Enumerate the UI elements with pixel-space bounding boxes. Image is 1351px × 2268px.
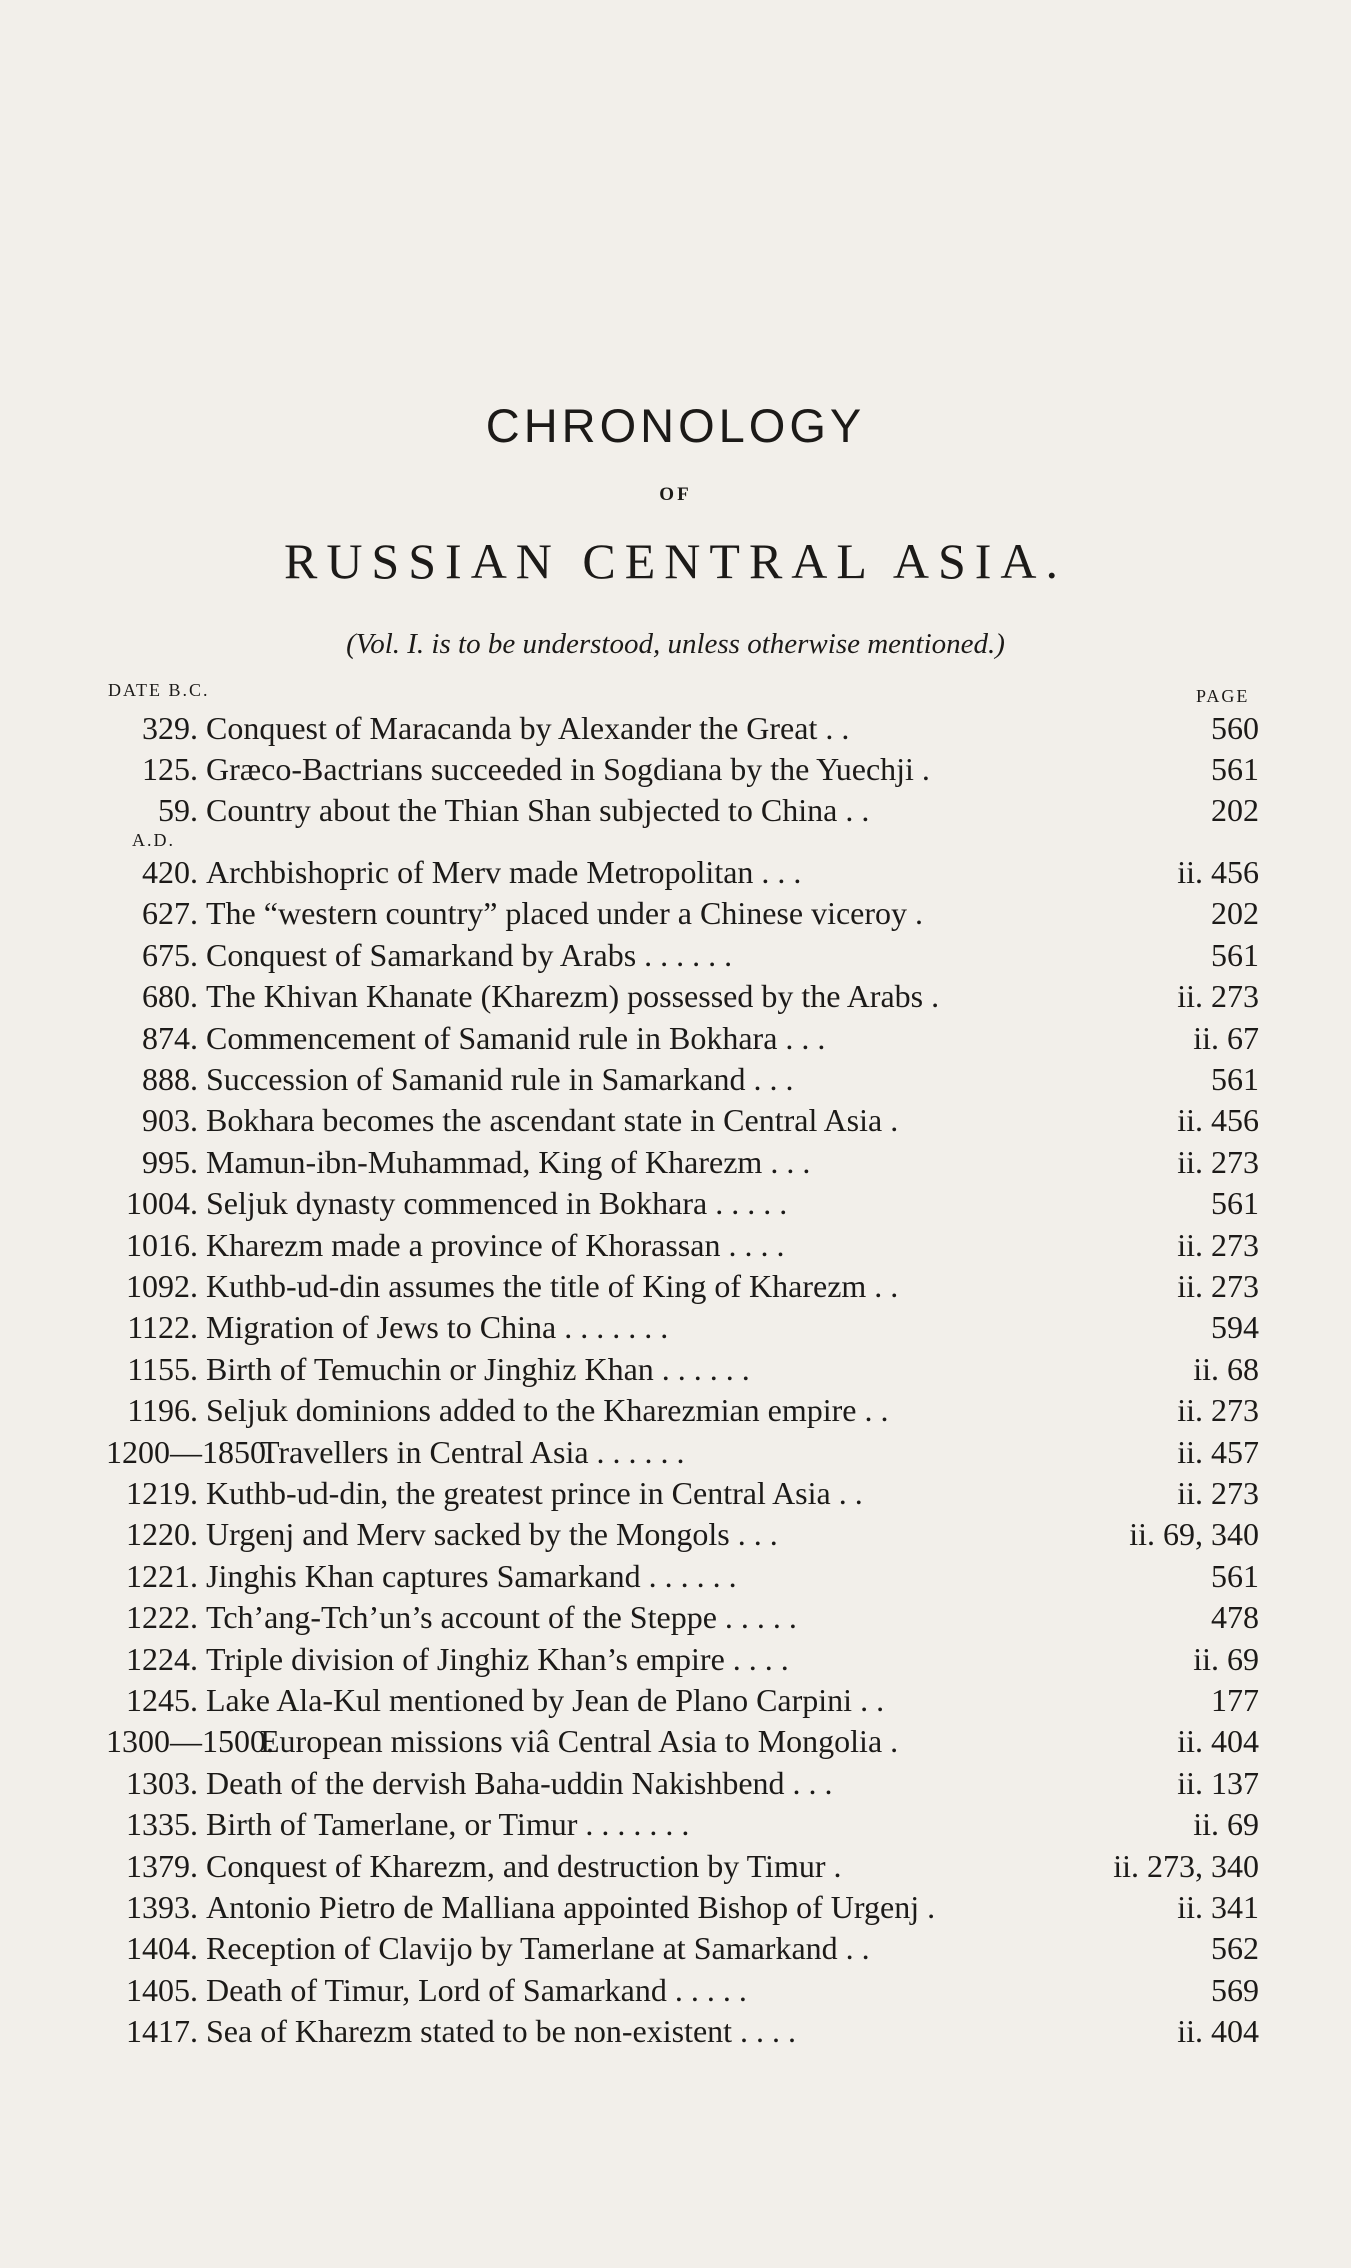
entry-year: 1379. — [126, 1847, 198, 1884]
entry-year: 995. — [142, 1143, 198, 1180]
entry-year: 680. — [142, 978, 198, 1015]
chronology-entry — [0, 1639, 1351, 1679]
entry-year: 125. — [142, 751, 198, 787]
entry-year: 1417. — [126, 2013, 198, 2050]
chronology-entry — [0, 1307, 1351, 1347]
chronology-entry — [0, 1225, 1351, 1265]
chronology-entry — [0, 1059, 1351, 1099]
entry-text: Migration of Jews to China . . . . . . . — [206, 1309, 669, 1346]
entry-page: 202 — [1211, 895, 1259, 932]
entry-page: ii. 69 — [1193, 1640, 1259, 1677]
entry-page: 562 — [1211, 1930, 1259, 1967]
chronology-entry — [0, 1266, 1351, 1306]
entry-year: 1221. — [126, 1557, 198, 1594]
entry-text: The “western country” placed under a Chinese viceroy . — [206, 895, 924, 932]
entry-year: 1092. — [126, 1268, 198, 1304]
chronology-entry — [0, 976, 1351, 1016]
chronology-entry — [0, 749, 1351, 789]
chronology-entry — [0, 1473, 1351, 1513]
entry-year: 1220. — [126, 1516, 198, 1553]
chronology-entry — [0, 790, 1351, 830]
entry-text: Death of Timur, Lord of Samarkand . . . . . — [206, 1971, 747, 2008]
entry-text: Travellers in Central Asia . . . . . . — [260, 1433, 685, 1470]
entry-year: 1393. — [126, 1889, 198, 1925]
entry-text: Kuthb-ud-din assumes the title of King of Kharezm . . — [206, 1268, 899, 1304]
era-label: A.D. — [132, 830, 175, 850]
entry-text: Antonio Pietro de Malliana appointed Bishop of Urgenj . — [206, 1889, 936, 1925]
chronology-entry — [0, 2011, 1351, 2051]
entry-page: 561 — [1211, 1557, 1259, 1594]
entry-year: 1004. — [126, 1185, 198, 1222]
entry-page: 561 — [1211, 1185, 1259, 1222]
entry-page: 561 — [1211, 1061, 1259, 1097]
entry-page: ii. 67 — [1193, 1019, 1259, 1056]
entry-text: Triple division of Jinghiz Khan’s empire . . . . — [206, 1640, 789, 1677]
chronology-entry — [0, 1804, 1351, 1844]
chronology-entry — [0, 1597, 1351, 1637]
entry-text: Seljuk dynasty commenced in Bokhara . . . . . — [206, 1185, 788, 1222]
entry-page: ii. 456 — [1177, 854, 1259, 890]
entry-text: Bokhara becomes the ascendant state in Central Asia . — [206, 1102, 899, 1139]
entry-text: Tch’ang-Tch’un’s account of the Steppe . . . . . — [206, 1599, 797, 1636]
entry-year: 1122. — [127, 1309, 198, 1346]
entry-text: Græco-Bactrians succeeded in Sogdiana by the Yuechji . — [206, 751, 930, 787]
entry-text: Mamun-ibn-Muhammad, King of Kharezm . . . — [206, 1143, 811, 1180]
entry-year: 1016. — [126, 1226, 198, 1263]
chronology-entry — [0, 708, 1351, 748]
entry-page: 561 — [1211, 936, 1259, 973]
entry-year: 1303. — [126, 1764, 198, 1801]
chronology-entry — [0, 852, 1351, 892]
entry-page: ii. 273 — [1177, 1226, 1259, 1263]
entry-page: ii. 404 — [1177, 1723, 1259, 1760]
entry-text: Death of the dervish Baha-uddin Nakishbend . . . — [206, 1764, 833, 1801]
entry-page: ii. 68 — [1193, 1350, 1259, 1387]
entry-page: 202 — [1211, 792, 1259, 828]
entry-page: ii. 456 — [1177, 1102, 1259, 1139]
entry-page: ii. 341 — [1177, 1889, 1259, 1925]
entry-text: Birth of Tamerlane, or Timur . . . . . . . — [206, 1806, 690, 1843]
entry-year: 1200—1850. — [106, 1433, 274, 1470]
entry-year: 1245. — [126, 1682, 198, 1718]
entry-text: Birth of Temuchin or Jinghiz Khan . . . . . . — [206, 1350, 750, 1387]
chronology-entry — [0, 1721, 1351, 1761]
entry-year: 1219. — [126, 1475, 198, 1511]
entry-page: ii. 404 — [1177, 2013, 1259, 2050]
entry-year: 1155. — [127, 1350, 198, 1387]
entry-year: 1405. — [126, 1971, 198, 2008]
entry-page: 177 — [1211, 1682, 1259, 1718]
chronology-entry — [0, 1763, 1351, 1803]
entry-year: 1222. — [126, 1599, 198, 1636]
entry-text: Urgenj and Merv sacked by the Mongols . . . — [206, 1516, 778, 1553]
entry-year: 874. — [142, 1019, 198, 1056]
title-connector: OF — [659, 484, 692, 505]
volume-note: (Vol. I. is to be understood, unless otherwise mentioned.) — [346, 628, 1005, 660]
page-title: CHRONOLOGY — [485, 399, 866, 452]
entry-year: 903. — [142, 1102, 198, 1139]
entry-year: 627. — [142, 895, 198, 932]
entry-text: Conquest of Maracanda by Alexander the Great . . — [206, 710, 850, 746]
page-column-header: PAGE — [1196, 686, 1250, 706]
entry-year: 329. — [142, 710, 198, 746]
entry-page: 478 — [1211, 1599, 1259, 1636]
entry-text: Archbishopric of Merv made Metropolitan . . . — [206, 854, 802, 890]
entry-year: 420. — [142, 854, 198, 890]
date-column-header: DATE B.C. — [108, 680, 210, 700]
chronology-entry — [0, 1680, 1351, 1720]
entry-year: 675. — [142, 936, 198, 973]
entry-text: European missions viâ Central Asia to Mongolia . — [260, 1723, 899, 1760]
entry-year: 1196. — [127, 1392, 198, 1429]
entry-text: Conquest of Kharezm, and destruction by Timur . — [206, 1847, 842, 1884]
chronology-entry — [0, 1100, 1351, 1140]
entry-page: ii. 273 — [1177, 1475, 1259, 1511]
entry-text: Lake Ala-Kul mentioned by Jean de Plano Carpini . . — [206, 1682, 885, 1718]
chronology-entry — [0, 1183, 1351, 1223]
chronology-entry — [0, 1349, 1351, 1389]
entry-page: 561 — [1211, 751, 1259, 787]
chronology-entry — [0, 1556, 1351, 1596]
entry-page: ii. 273 — [1177, 1143, 1259, 1180]
entry-year: 1224. — [126, 1640, 198, 1677]
chronology-entry — [0, 1846, 1351, 1886]
chronology-entry — [0, 1142, 1351, 1182]
entry-page: ii. 457 — [1177, 1433, 1259, 1470]
chronology-entry — [0, 1390, 1351, 1430]
entry-page: ii. 69, 340 — [1129, 1516, 1259, 1553]
entry-page: ii. 273 — [1177, 978, 1259, 1015]
entry-text: Reception of Clavijo by Tamerlane at Samarkand . . — [206, 1930, 870, 1967]
entry-page: 560 — [1211, 710, 1259, 746]
chronology-entry — [0, 935, 1351, 975]
entry-text: Country about the Thian Shan subjected to China . . — [206, 792, 870, 828]
entry-text: Succession of Samanid rule in Samarkand . . . — [206, 1061, 794, 1097]
entry-text: Seljuk dominions added to the Kharezmian empire . . — [206, 1392, 889, 1429]
entry-text: Conquest of Samarkand by Arabs . . . . . . — [206, 936, 733, 973]
chronology-entry — [0, 1514, 1351, 1554]
entry-page: ii. 69 — [1193, 1806, 1259, 1843]
chronology-entry — [0, 1887, 1351, 1927]
entry-year: 59. — [158, 792, 198, 828]
entry-page: ii. 273, 340 — [1113, 1847, 1259, 1884]
entry-text: Kharezm made a province of Khorassan . . . . — [206, 1226, 785, 1263]
chronology-entry — [0, 893, 1351, 933]
entry-year: 1404. — [126, 1930, 198, 1967]
chronology-entry — [0, 1928, 1351, 1968]
entry-year: 888. — [142, 1061, 198, 1097]
chronology-entry — [0, 1018, 1351, 1058]
entry-text: Jinghis Khan captures Samarkand . . . . . . — [206, 1557, 737, 1594]
entry-page: ii. 137 — [1177, 1764, 1259, 1801]
chronology-entry — [0, 1970, 1351, 2010]
entry-text: Sea of Kharezm stated to be non-existent . . . . — [206, 2013, 797, 2050]
entry-year: 1335. — [126, 1806, 198, 1843]
entry-page: ii. 273 — [1177, 1392, 1259, 1429]
entry-page: ii. 273 — [1177, 1268, 1259, 1304]
entry-year: 1300—1500. — [106, 1723, 274, 1760]
entry-text: The Khivan Khanate (Kharezm) possessed by the Arabs . — [206, 978, 940, 1015]
entry-page: 594 — [1211, 1309, 1259, 1346]
entry-text: Commencement of Samanid rule in Bokhara . . . — [206, 1019, 826, 1056]
page-subtitle: RUSSIAN CENTRAL ASIA. — [283, 533, 1068, 589]
chronology-entry — [0, 1432, 1351, 1472]
entry-text: Kuthb-ud-din, the greatest prince in Central Asia . . — [206, 1475, 863, 1511]
entry-page: 569 — [1211, 1971, 1259, 2008]
